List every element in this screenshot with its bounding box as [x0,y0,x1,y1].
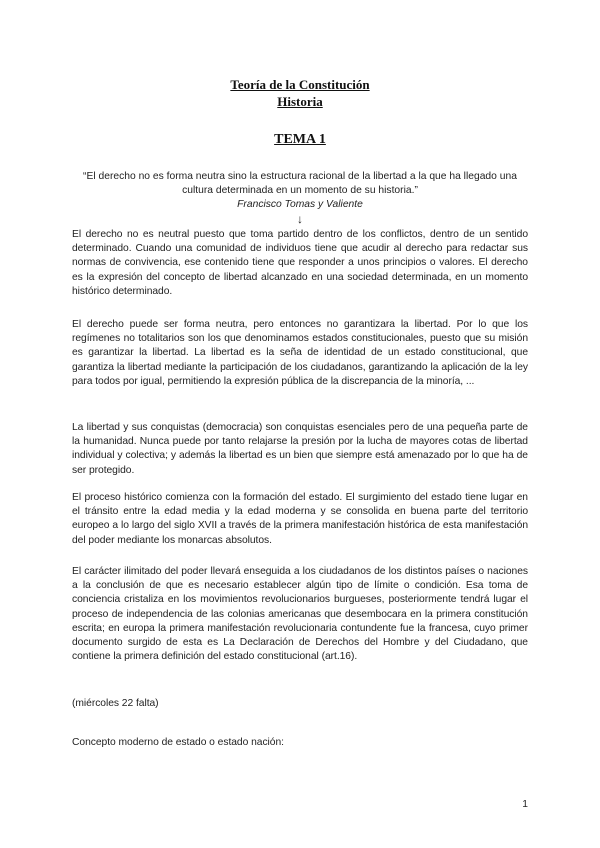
down-arrow-icon: ↓ [297,212,303,226]
paragraph: El carácter ilimitado del poder llevará enseguida a los ciudadanos de los distintos países o naciones a la conclusión de que es necesario establecer algún tipo de límite o condición. Esa toma de conciencia cristaliza en los movimientos revolucionarios burgueses, posteriormente tendrá lugar el proceso de independencia de las colonias americanas que desembocara en la primera constitución escrita; en europa la primera manifestación revolucionaria contundente fue la francesa, cuyo primer documento surgido de esta es La Declaración de Derechos del Hombre y del Ciudadano, que contiene la primera definición del estado constitucional (art.16). [72,566,528,663]
document-subtitle: Historia [277,94,323,109]
paragraph: El proceso histórico comienza con la formación del estado. El surgimiento del estado tiene lugar en el tránsito entre la edad media y la edad moderna y se consolida en buena parte del territorio europeo a lo largo del siglo XVII a través de la primera manifestación histórica de esta manifestación del poder mediante los monarcas absolutos. [72,492,528,546]
epigraph-author: Francisco Tomas y Valiente [237,199,363,210]
section-intro: Concepto moderno de estado o estado nación: [72,737,284,748]
paragraph: La libertad y sus conquistas (democracia) son conquistas esenciales pero de una pequeña parte de la humanidad. Nunca puede por tanto relajarse la presión por la lucha de mayores cotas de libertad individual y colectiva; y además la libertad es un bien que siempre está amenazado por lo que ha de ser protegido. [72,422,528,476]
paragraph: El derecho no es neutral puesto que toma partido dentro de los conflictos, dentro de un sentido determinado. Cuando una comunidad de individuos tiene que acudir al derecho para redactar sus normas de convivencia, ese contenido tiene que responder a unos principios o valores. El derecho es la expresión del concepto de libertad alcanzado en una sociedad determinada, en un momento histórico determinado. [72,229,528,297]
paragraph: El derecho puede ser forma neutra, pero entonces no garantizara la libertad. Por lo que los regímenes no totalitarios son los que denominamos estados constitucionales, puesto que su misión es garantizar la libertad. La libertad es la seña de identidad de un estado constitucional, que garantiza la libertad mediante la participación de los ciudadanos, garantizando la aplicación de la ley para todos por igual, permitiendo la expresión pública de la discrepancia de la minoría, ... [72,319,528,387]
note-paragraph: (miércoles 22 falta) [72,698,159,709]
document-title: Teoría de la Constitución [230,77,370,92]
topic-heading: TEMA 1 [274,132,326,147]
page-number: 1 [522,799,528,810]
epigraph-quote: “El derecho no es forma neutra sino la estructura racional de la libertad a la que ha llegado una cultura determinada en un momento de su historia.” [83,171,517,196]
